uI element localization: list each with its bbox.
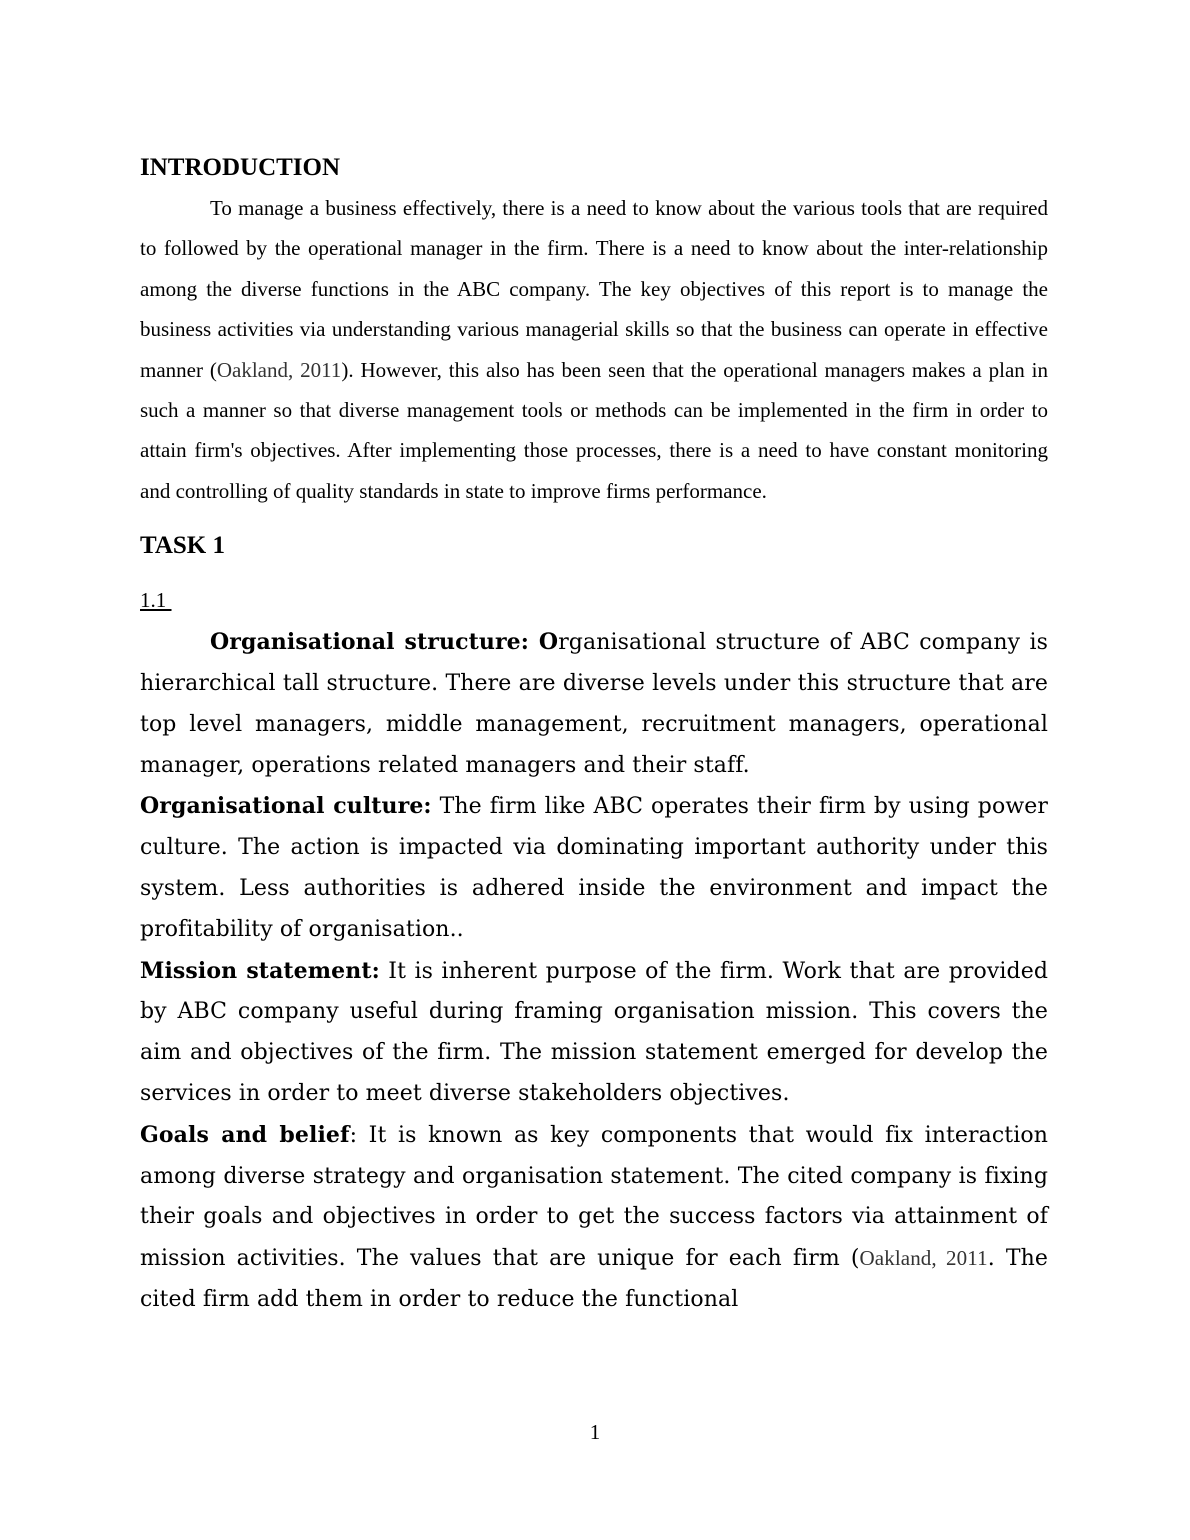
goals-citation: Oakland, 2011 <box>859 1246 988 1271</box>
org-structure-text: rganisational structure of ABC company is hierarchical tall structure. There are diverse levels under this structure that are top level managers, middle management, recruitment managers, operational manager, operations related managers and their staff. <box>140 630 1048 778</box>
goals-label: Goals and belief <box>140 1121 350 1148</box>
org-culture-label: Organisational culture: <box>140 793 432 820</box>
introduction-citation: Oakland, 2011 <box>216 357 342 382</box>
introduction-text-part1: To manage a business effectively, there is a need to know about the various tools that are required to followed by the operational manager in the firm. There is a need to know about the inter-relationship among the diverse functions in the ABC company. The key objectives of this report is to manage the business activities via understanding various managerial skills so that the business can operate in effective manner ( <box>140 196 1048 382</box>
org-culture-paragraph <box>140 786 1048 950</box>
introduction-paragraph <box>140 188 1048 511</box>
goals-text-part1: : It is known as key components that would fix interaction among diverse strategy and organisation statement. The cited company is fixing their goals and objectives in order to get the success factors via attainment of mission activities. The values that are unique for each firm ( <box>140 1122 1048 1272</box>
mission-paragraph <box>140 951 1048 1115</box>
page-number: 1 <box>589 1420 601 1444</box>
task1-heading: TASK 1 <box>140 532 225 560</box>
org-culture-text: The firm like ABC operates their firm by using power culture. The action is impacted via dominating important authority under this system. Less authorities is adhered inside the environment and impact the profitability of organisation.. <box>140 794 1048 942</box>
goals-paragraph <box>140 1115 1048 1321</box>
org-structure-paragraph <box>140 622 1048 786</box>
mission-label: Mission statement: <box>140 957 380 984</box>
org-structure-label: Organisational structure: O <box>210 629 559 656</box>
goals-text-part2: . The cited firm add them in order to reduce the functional <box>140 1246 1049 1312</box>
mission-text: It is inherent purpose of the firm. Work that are provided by ABC company useful during framing organisation mission. This covers the aim and objectives of the firm. The mission statement emerged for develop the services in order to meet diverse stakeholders objectives. <box>140 958 1049 1107</box>
subsection-number: 1.1 <box>140 588 172 613</box>
introduction-heading: INTRODUCTION <box>140 154 341 181</box>
introduction-text-part2: ). However, this also has been seen that the operational managers makes a plan in such a manner so that diverse management tools or methods can be implemented in the firm in order to attain firm's objectives. After implementing those processes, there is a need to have constant monitoring and controlling of quality standards in state to improve firms performance. <box>140 357 1048 503</box>
page-content <box>140 150 1048 1321</box>
